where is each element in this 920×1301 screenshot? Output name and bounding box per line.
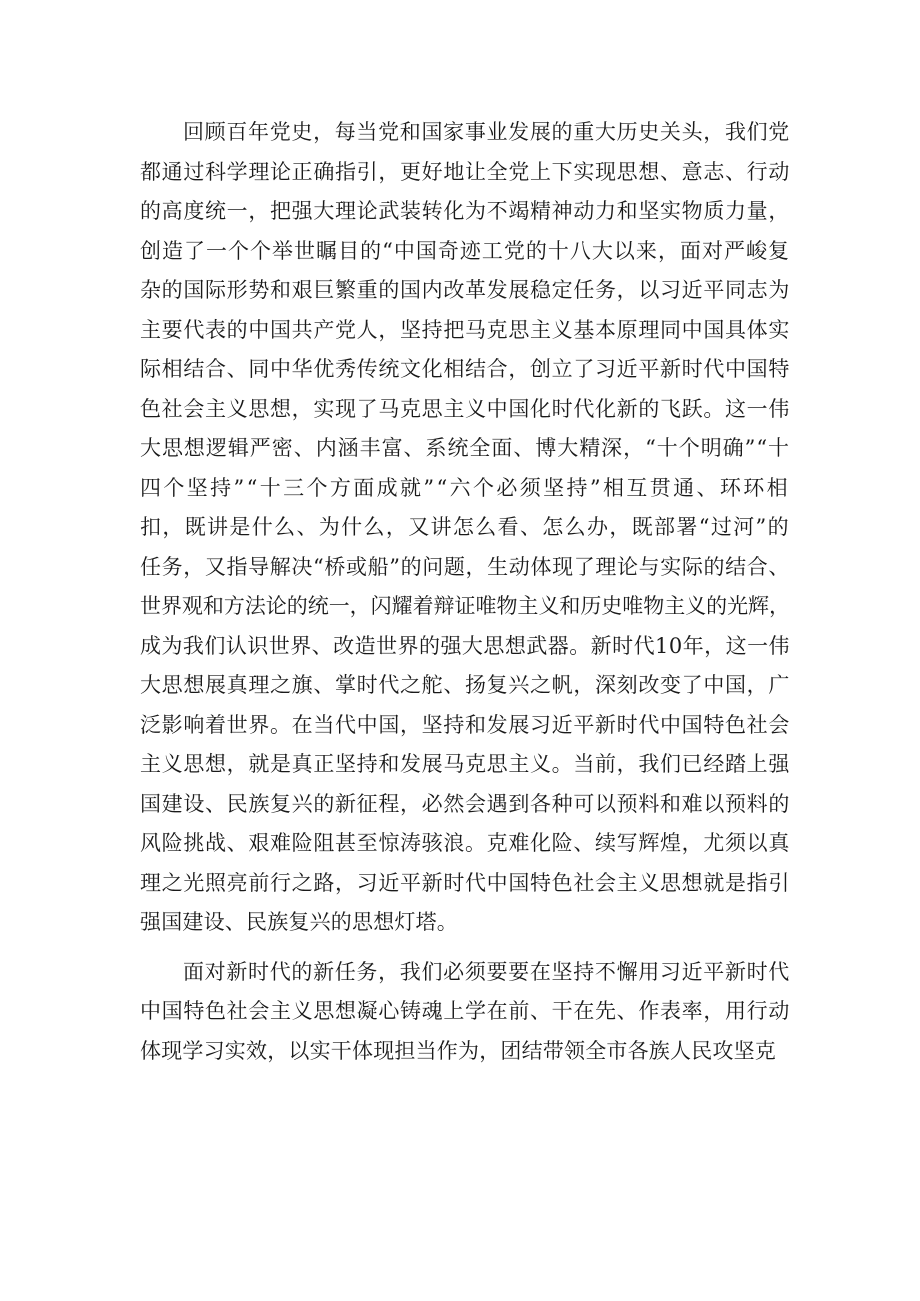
paragraph-line: 世界观和方法论的统一，闪耀着辩证唯物主义和历史唯物主义的光辉， — [140, 594, 790, 618]
paragraph-line: 的高度统一，把强大理论武装转化为不竭精神动力和坚实物质力量， — [140, 199, 790, 223]
paragraph-line: 际相结合、同中华优秀传统文化相结合，创立了习近平新时代中国特 — [140, 357, 790, 381]
paragraph-line: 任务，又指导解决“桥或船”的问题，生动体现了理论与实际的结合、 — [140, 554, 790, 579]
paragraph-line: 都通过科学理论正确指引，更好地让全党上下实现思想、意志、行动 — [140, 159, 790, 184]
paragraph-line: 理之光照亮前行之路，习近平新时代中国特色社会主义思想就是指引 — [140, 870, 790, 895]
paragraph-line: 主义思想，就是真正坚持和发展马克思主义。当前，我们已经踏上强 — [140, 752, 790, 776]
document-body — [140, 113, 790, 1071]
paragraph-line: 泛影响着世界。在当代中国，坚持和发展习近平新时代中国特色社会 — [140, 712, 790, 737]
paragraph-2 — [140, 953, 790, 1072]
paragraph-line: 大思想展真理之旗、掌时代之舵、扬复兴之帆，深刻改变了中国，广 — [140, 673, 790, 697]
paragraph-1 — [140, 113, 790, 943]
paragraph-line: 强国建设、民族复兴的思想灯塔。 — [140, 910, 458, 934]
paragraph-line: 四个坚持”“十三个方面成就”“六个必须坚持”相互贯通、环环相 — [140, 475, 790, 500]
paragraph-line: 色社会主义思想，实现了马克思主义中国化时代化新的飞跃。这一伟 — [140, 396, 790, 421]
paragraph-line: 创造了一个个举世瞩目的“中国奇迹工党的十八大以来，面对严峻复 — [140, 238, 790, 263]
paragraph-line: 中国特色社会主义思想凝心铸魂上学在前、干在先、作表率，用行动 — [140, 999, 790, 1023]
paragraph-line: 回顾百年党史，每当党和国家事业发展的重大历史关头，我们党 — [183, 120, 790, 144]
paragraph-line: 杂的国际形势和艰巨繁重的国内改革发展稳定任务，以习近平同志为 — [140, 278, 790, 302]
paragraph-line: 体现学习实效，以实干体现担当作为，团结带领全市各族人民攻坚克 — [140, 1038, 776, 1063]
paragraph-line: 风险挑战、艰难险阻甚至惊涛骇浪。克难化险、续写辉煌，尤须以真 — [140, 831, 790, 855]
paragraph-spacer — [140, 943, 790, 953]
paragraph-line: 面对新时代的新任务，我们必须要要在坚持不懈用习近平新时代 — [183, 959, 790, 984]
paragraph-line: 成为我们认识世界、改造世界的强大思想武器。新时代10年，这一伟 — [140, 633, 790, 658]
paragraph-line: 主要代表的中国共产党人，坚持把马克思主义基本原理同中国具体实 — [140, 317, 790, 342]
paragraph-line: 国建设、民族复兴的新征程，必然会遇到各种可以预料和难以预料的 — [140, 791, 790, 816]
paragraph-line: 扣，既讲是什么、为什么，又讲怎么看、怎么办，既部署“过河”的 — [140, 515, 790, 539]
paragraph-line: 大思想逻辑严密、内涵丰富、系统全面、博大精深，“十个明确”“十 — [140, 436, 790, 460]
